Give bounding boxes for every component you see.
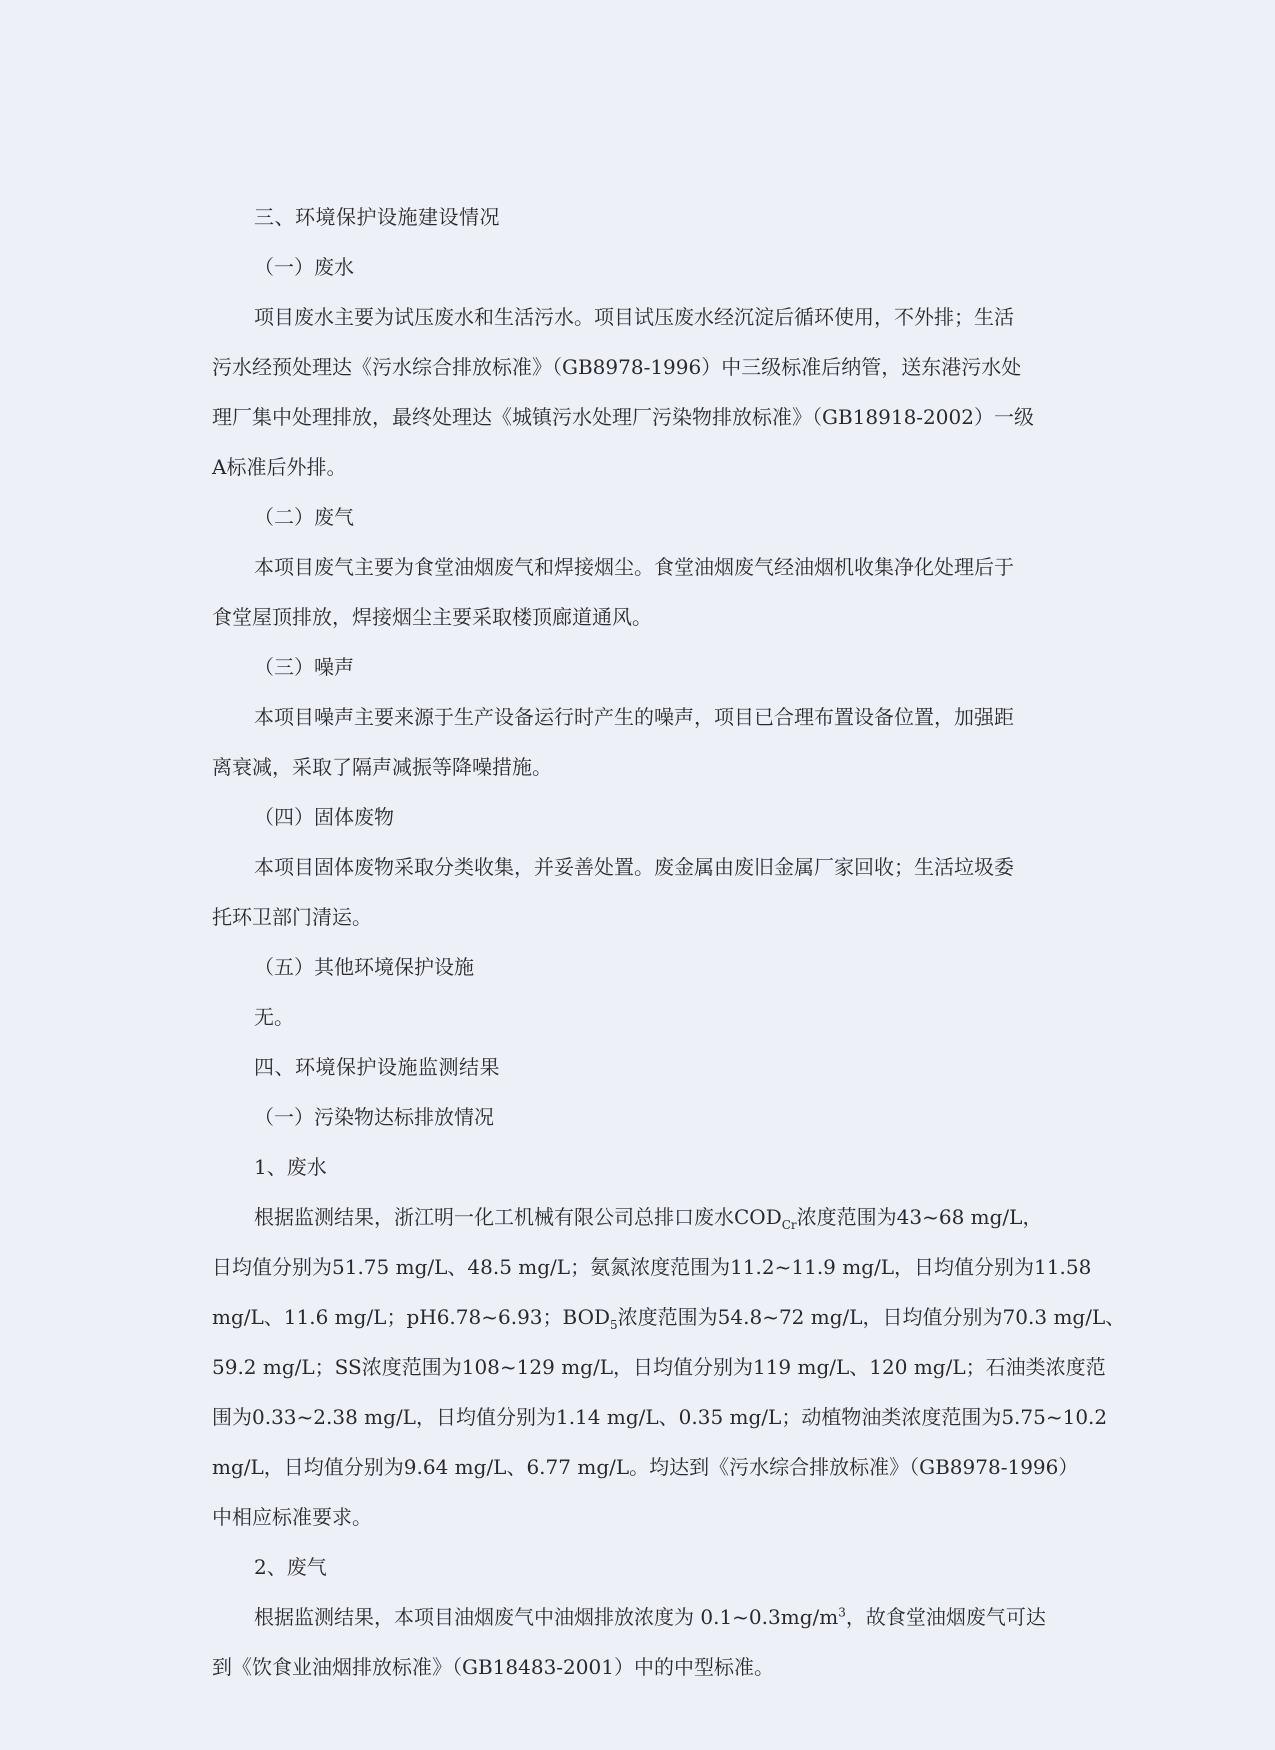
item-wastewater-heading: 1、废水 (254, 1155, 327, 1179)
paragraph-line (212, 1192, 1102, 1242)
text-run: 根据监测结果，浙江明一化工机械有限公司总排口废水COD (254, 1205, 782, 1229)
paragraph-line: 本项目噪声主要来源于生产设备运行时产生的噪声，项目已合理布置设备位置，加强距 (254, 705, 1014, 729)
subsection-exhaust-heading: （二）废气 (254, 505, 354, 529)
subscript: Cr (781, 1218, 797, 1232)
text-run: 浓度范围为43~68 mg/L， (796, 1205, 1043, 1229)
paragraph-line: 本项目固体废物采取分类收集，并妥善处置。废金属由废旧金属厂家回收；生活垃圾委 (254, 855, 1014, 879)
text-run: 根据监测结果，本项目油烟废气中油烟排放浓度为 0.1~0.3mg/m (254, 1605, 839, 1629)
paragraph-line: 本项目废气主要为食堂油烟废气和焊接烟尘。食堂油烟废气经油烟机收集净化处理后于 (254, 555, 1014, 579)
subsection-wastewater-heading: （一）废水 (254, 255, 354, 279)
paragraph-line: 围为0.33~2.38 mg/L，日均值分别为1.14 mg/L、0.35 mg/L；动植物油类浓度范围为5.75~10.2 (212, 1405, 1108, 1429)
subsection-emission-heading: （一）污染物达标排放情况 (254, 1105, 494, 1129)
superscript: 3 (838, 1605, 846, 1620)
paragraph-line: A标准后外排。 (212, 455, 347, 479)
paragraph-line: 理厂集中处理排放，最终处理达《城镇污水处理厂污染物排放标准》（GB18918-2002）一级 (212, 405, 1034, 429)
paragraph-line (212, 1292, 1126, 1342)
paragraph-line: 污水经预处理达《污水综合排放标准》（GB8978-1996）中三级标准后纳管，送东港污水处 (212, 355, 1022, 379)
section-4-heading: 四、环境保护设施监测结果 (254, 1055, 500, 1079)
paragraph-line: 59.2 mg/L；SS浓度范围为108~129 mg/L，日均值分别为119 mg/L、120 mg/L；石油类浓度范 (212, 1355, 1106, 1379)
paragraph-line: 托环卫部门清运。 (212, 905, 372, 929)
paragraph-line: 中相应标准要求。 (212, 1505, 372, 1529)
paragraph-line (212, 1592, 1102, 1642)
item-exhaust-heading: 2、废气 (254, 1555, 327, 1579)
paragraph-line: 项目废水主要为试压废水和生活污水。项目试压废水经沉淀后循环使用，不外排；生活 (254, 305, 1014, 329)
document-body (212, 192, 1126, 1692)
paragraph-line: 到《饮食业油烟排放标准》（GB18483-2001）中的中型标准。 (212, 1655, 774, 1679)
paragraph-line: 食堂屋顶排放，焊接烟尘主要采取楼顶廊道通风。 (212, 605, 652, 629)
subsection-solid-waste-heading: （四）固体废物 (254, 805, 394, 829)
text-run: 浓度范围为54.8~72 mg/L，日均值分别为70.3 mg/L、 (617, 1305, 1126, 1329)
subscript: 5 (610, 1318, 618, 1332)
paragraph-line: 无。 (254, 1005, 294, 1029)
paragraph-line: 离衰减，采取了隔声减振等降噪措施。 (212, 755, 552, 779)
paragraph-line: 日均值分别为51.75 mg/L、48.5 mg/L；氨氮浓度范围为11.2~11.9 mg/L，日均值分别为11.58 (212, 1255, 1092, 1279)
text-run: mg/L、11.6 mg/L；pH6.78~6.93；BOD (212, 1305, 611, 1329)
text-run: ，故食堂油烟废气可达 (845, 1605, 1046, 1629)
subsection-noise-heading: （三）噪声 (254, 655, 354, 679)
section-3-heading: 三、环境保护设施建设情况 (254, 205, 500, 229)
subsection-other-heading: （五）其他环境保护设施 (254, 955, 474, 979)
paragraph-line: mg/L，日均值分别为9.64 mg/L、6.77 mg/L。均达到《污水综合排放标准》（GB8978-1996） (212, 1455, 1079, 1479)
